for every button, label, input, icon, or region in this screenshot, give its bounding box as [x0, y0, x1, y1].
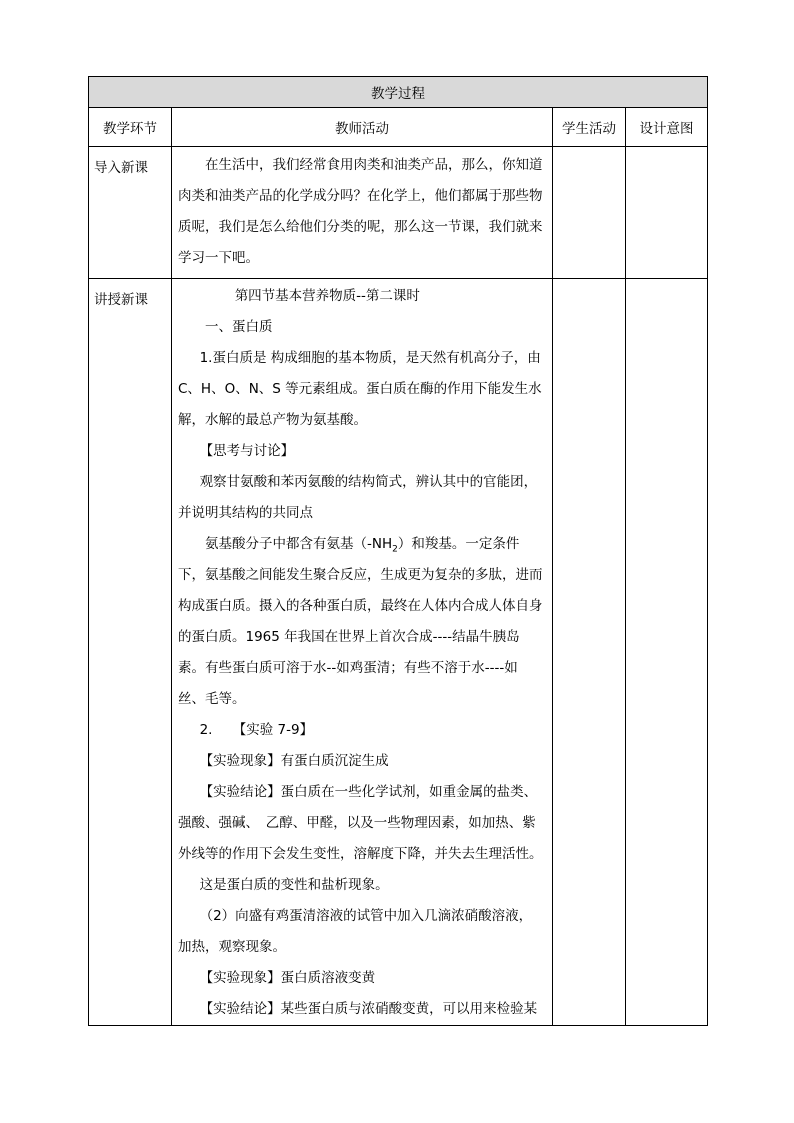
student-activity-cell [553, 147, 626, 279]
header-design-intent: 设计意图 [626, 108, 708, 147]
stage-cell: 讲授新课 [89, 279, 172, 1026]
student-activity-cell [553, 279, 626, 1026]
text-run: ）和羧基。一定条件下，氨基酸之间能发生聚合反应，生成更为复杂的多肽，进而构成蛋白质。摄入的各种蛋白质，最终在人体内合成人体自身的蛋白质。1965 年我国在世界上首次合成----结晶牛胰岛素。有些蛋白质可溶于水--如鸡蛋清；有些不溶于水----如丝、毛等。 [178, 536, 543, 707]
table-row [89, 147, 708, 279]
text-run: 氨基酸分子中都含有氨基（-NH [205, 536, 393, 552]
paragraph: 2. 【实验 7-9】 [199, 722, 314, 738]
paragraph [178, 529, 544, 715]
stage-cell: 导入新课 [89, 147, 172, 279]
paragraph: 【思考与讨论】 [199, 443, 295, 459]
paragraph: 【实验现象】蛋白质溶液变黄 [199, 970, 376, 986]
table-title: 教学过程 [89, 77, 708, 108]
teacher-activity-cell [172, 147, 553, 279]
teacher-activity-cell [172, 279, 553, 1026]
section-title: 第四节基本营养物质--第二课时 [234, 288, 420, 304]
table-row [89, 279, 708, 1026]
paragraph: 在生活中，我们经常食用肉类和油类产品，那么，你知道肉类和油类产品的化学成分吗？在化学上，他们都属于那些物质呢，我们是怎么给他们分类的呢，那么这一节课，我们就来学习一下吧。 [178, 157, 543, 266]
paragraph: 【实验结论】某些蛋白质与浓硝酸变黄，可以用来检验某 [199, 1001, 538, 1017]
paragraph: 观察甘氨酸和苯丙氨酸的结构简式，辨认其中的官能团，并说明其结构的共同点 [178, 474, 538, 521]
teaching-process-table [88, 76, 708, 1026]
paragraph: 【实验结论】蛋白质在一些化学试剂，如重金属的盐类、强酸、强碱、 乙醇、甲醛，以及一些物理因素，如加热、紫外线等的作用下会发生变性，溶解度下降，并失去生理活性。 [178, 784, 543, 862]
header-stage: 教学环节 [89, 108, 172, 147]
header-teacher-activity: 教师活动 [172, 108, 553, 147]
subheading: 一、蛋白质 [205, 319, 273, 335]
header-student-activity: 学生活动 [553, 108, 626, 147]
paragraph: 1.蛋白质是 构成细胞的基本物质，是天然有机高分子，由 C、H、O、N、S 等元素组成。蛋白质在酶的作用下能发生水解，水解的最总产物为氨基酸。 [178, 350, 542, 428]
paragraph: （2）向盛有鸡蛋清溶液的试管中加入几滴浓硝酸溶液，加热，观察现象。 [178, 908, 533, 955]
subscript: 2 [392, 544, 398, 555]
design-intent-cell [626, 147, 708, 279]
paragraph: 这是蛋白质的变性和盐析现象。 [199, 877, 389, 893]
design-intent-cell [626, 279, 708, 1026]
paragraph: 【实验现象】有蛋白质沉淀生成 [199, 753, 389, 769]
